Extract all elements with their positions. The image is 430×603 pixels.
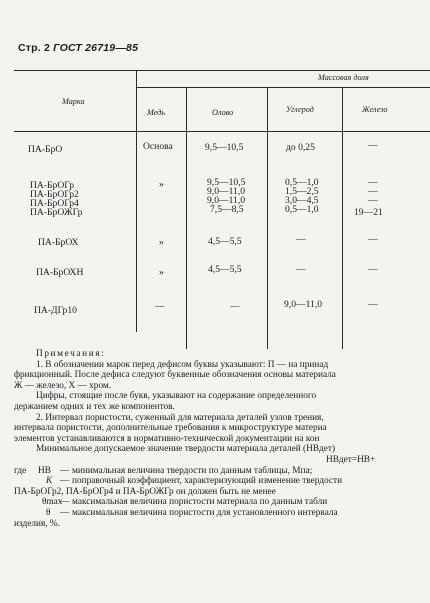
group-header-mass-fraction: Массовая доля: [318, 73, 369, 82]
definition-theta-max: [14, 497, 424, 508]
col-divider-4: [342, 87, 343, 349]
table-top-rule: [14, 70, 430, 71]
col-header-carbon: Углерод: [286, 105, 314, 114]
row-grade: ПА-БрОЖГр: [30, 207, 83, 218]
definition-hb: [14, 466, 424, 477]
row-tin: 9,5—10,5: [207, 177, 246, 188]
row-copper: Основа: [143, 141, 173, 152]
definition-text: минимальная величина твердости по данным таблицы, Мпа;: [72, 465, 313, 476]
note-2-line: Минимальное допускаемое значение твердости материала деталей (HBдет): [36, 444, 336, 455]
row-copper: »: [159, 267, 164, 278]
note-2-line: интервала пористости, дополнительные требования к микроструктуре материа: [14, 423, 327, 434]
row-carbon: —: [296, 264, 306, 275]
row-grade: ПА-БрОГр4: [30, 198, 79, 209]
row-iron: —: [368, 140, 378, 151]
row-iron: —: [368, 195, 378, 206]
row-carbon: до 0,25: [286, 142, 315, 153]
col-divider-1: [136, 70, 137, 332]
row-iron: —: [368, 299, 378, 310]
notes-section: [14, 349, 424, 529]
definition-k: [14, 476, 424, 487]
row-copper: —: [155, 301, 165, 312]
row-tin: —: [230, 301, 240, 312]
notes-title: Примечания:: [36, 349, 106, 359]
row-carbon: 3,0—4,5: [285, 195, 319, 206]
row-iron: —: [368, 264, 378, 275]
definition-dash: —: [60, 507, 70, 518]
definition-theta: [14, 508, 424, 519]
symbol-theta-max: θmax: [42, 497, 63, 508]
col-header-tin: Олово: [212, 108, 234, 117]
row-iron: —: [368, 186, 378, 197]
definition-dash: —: [60, 465, 70, 476]
row-grade: ПА-ДГр10: [34, 305, 77, 316]
symbol-k: K: [46, 476, 53, 487]
group-header-rule: [136, 87, 430, 88]
definition-text: максимальная величина пористости для установленного интервала: [72, 507, 338, 518]
row-tin: 9,0—11,0: [207, 186, 246, 197]
row-tin: 4,5—5,5: [208, 264, 242, 275]
row-carbon: —: [296, 234, 306, 245]
col-header-grade: Марка: [62, 97, 85, 106]
row-tin: 9,5—10,5: [205, 142, 244, 153]
col-header-copper: Медь: [147, 108, 166, 117]
col-divider-2: [186, 87, 187, 349]
row-carbon: 1,5—2,5: [285, 186, 319, 197]
row-iron: 19—21: [354, 207, 383, 218]
row-iron: —: [368, 177, 378, 188]
hardness-formula: HBдет=HB+: [326, 454, 376, 465]
row-grade: ПА-БрОХ: [38, 237, 79, 248]
symbol-hb: HB: [38, 465, 51, 476]
note-2-line: 2. Интервал пористости, суженный для материала деталей узлов трения,: [36, 412, 324, 423]
table-header-rule: [14, 131, 430, 132]
note-1-line: держанием одних и тех же компонентов.: [14, 401, 175, 412]
standard-number: ГОСТ 26719—85: [53, 42, 139, 54]
row-copper: »: [159, 179, 164, 190]
col-header-iron: Железо: [362, 105, 388, 114]
row-tin: 4,5—5,5: [208, 236, 242, 247]
note-1-line: 1. В обозначении марок перед дефисом буквы указывают: П — на принад: [36, 359, 329, 370]
note-1-line: фрикционный. После дефиса следуют буквенные обозначения основы материала: [14, 370, 336, 381]
row-carbon: 0,5—1,0: [285, 204, 319, 215]
col-divider-3: [267, 87, 268, 349]
row-tin: 9,0—11,0: [207, 195, 246, 206]
note-1-line: Цифры, стоящие после букв, указывают на содержание определенного: [36, 391, 317, 402]
note-1-line: Ж — железо, Х — хром.: [14, 380, 112, 391]
row-iron: —: [368, 234, 378, 245]
row-grade: ПА-БрОГр2: [30, 189, 79, 200]
row-grade: ПА-БрОХН: [36, 267, 84, 278]
definition-dash: —: [60, 497, 70, 508]
definition-dash: —: [60, 476, 70, 487]
symbol-theta: θ: [46, 507, 51, 518]
definition-text-cont: изделия, %.: [14, 518, 60, 529]
row-carbon: 0,5—1,0: [285, 177, 319, 188]
where-word: где: [14, 465, 27, 476]
definition-text: максимальная величина пористости материала по данным табли: [72, 497, 328, 508]
row-tin: 7,5—8,5: [210, 204, 244, 215]
page-number: Стр. 2: [18, 42, 51, 54]
definition-text-cont: ПА-БрОГр2, ПА-БрОГр4 и ПА-БрОЖГр он должен быть не менее: [14, 486, 276, 497]
definition-text: поправочный коэффициент, характеризующий изменение твердости: [72, 476, 343, 487]
row-copper: »: [159, 237, 164, 248]
row-carbon: 9,0—11,0: [284, 299, 323, 310]
formula-line: [14, 455, 424, 466]
note-2-line: элементов устанавливаются в нормативно-технической документации на кон: [14, 433, 320, 444]
page-header: [18, 42, 138, 54]
row-grade: ПА-БрОГр: [30, 180, 75, 191]
row-grade: ПА-БрО: [28, 144, 63, 155]
